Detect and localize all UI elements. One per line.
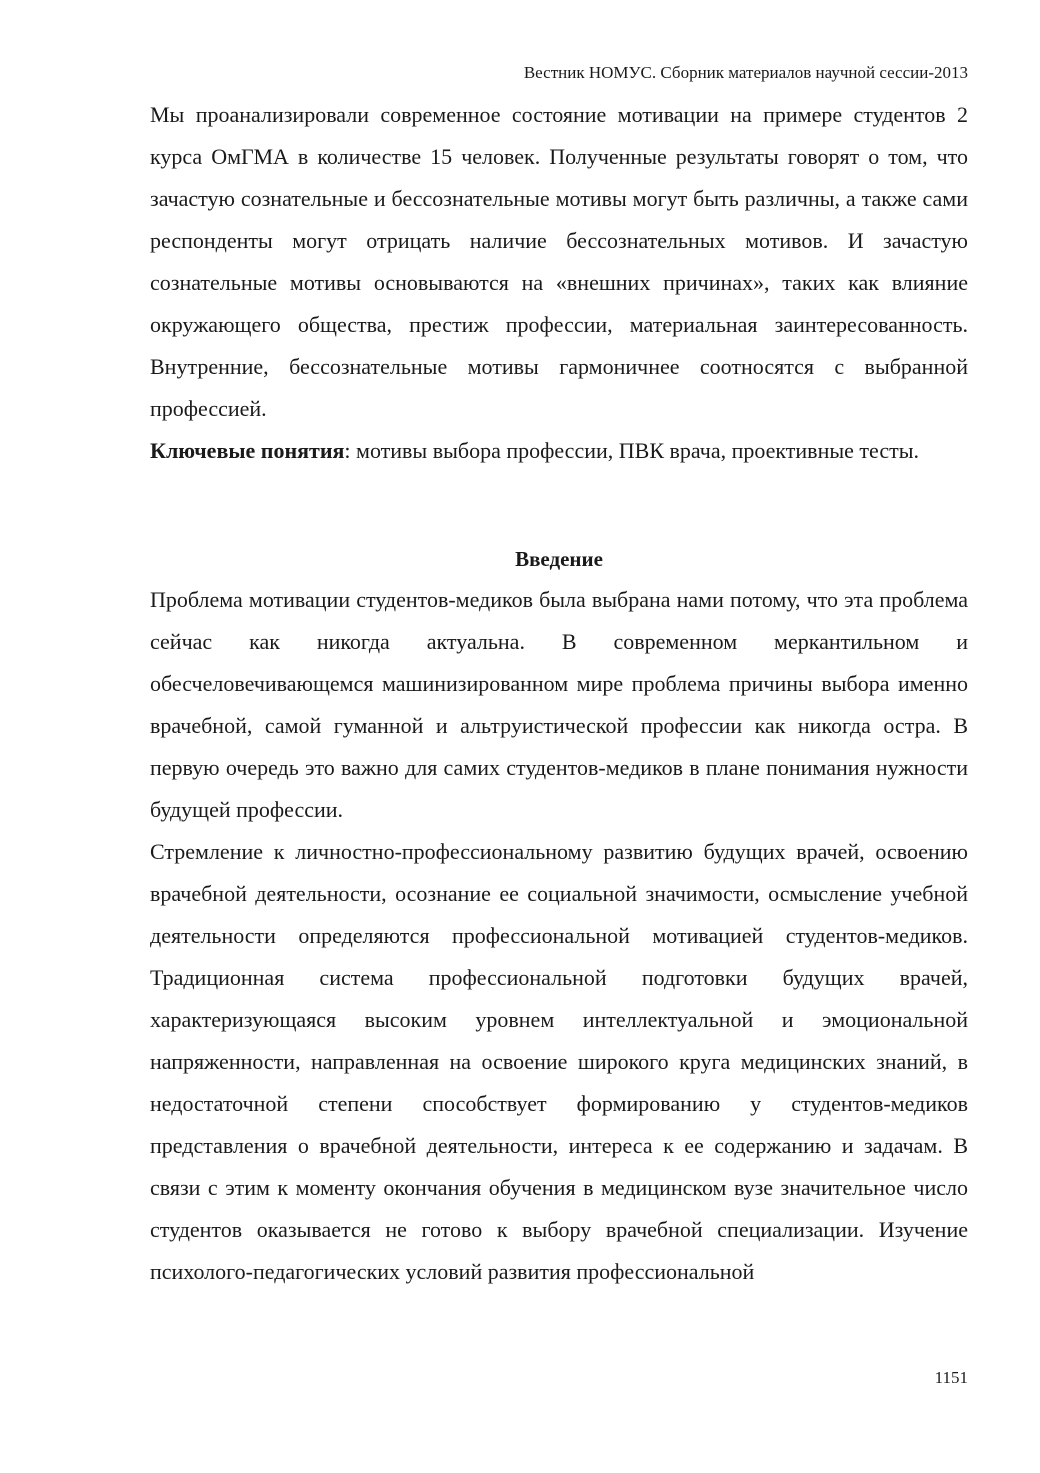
page-number: 1151 bbox=[934, 1368, 968, 1387]
section-title-introduction: Введение bbox=[515, 547, 603, 571]
keywords-text: : мотивы выбора профессии, ПВК врача, проективные тесты. bbox=[344, 438, 919, 463]
running-header: Вестник НОМУС. Сборник материалов научной сессии-2013 bbox=[523, 63, 968, 82]
keywords-label: Ключевые понятия bbox=[150, 438, 345, 463]
keywords-paragraph bbox=[150, 430, 968, 472]
abstract-paragraph: Мы проанализировали современное состояние мотивации на примере студентов 2 курса ОмГМА в количестве 15 человек. Полученные результаты говорят о том, что зачастую сознательные и бессознательные мотивы могут быть различны, а также сами респонденты могут отрицать наличие бессознательных мотивов. И зачастую сознательные мотивы основываются на «внешних причинах», таких как влияние окружающего общества, престиж профессии, материальная заинтересованность. Внутренние, бессознательные мотивы гармоничнее соотносятся с выбранной профессией. bbox=[150, 102, 968, 421]
main-content bbox=[150, 94, 968, 1293]
introduction-paragraph: Проблема мотивации студентов-медиков была выбрана нами потому, что эта проблема сейчас как никогда актуальна. В современном меркантильном и обесчеловечивающемся машинизированном мире проблема причины выбора именно врачебной, самой гуманной и альтруистической профессии как никогда остра. В первую очередь это важно для самих студентов-медиков в плане понимания нужности будущей профессии. bbox=[150, 587, 968, 822]
introduction-paragraph: Стремление к личностно-профессиональному развитию будущих врачей, освоению врачебной деятельности, осознание ее социальной значимости, осмысление учебной деятельности определяются профессиональной мотивацией студентов-медиков. Традиционная система профессиональной подготовки будущих врачей, характеризующаяся высоким уровнем интеллектуальной и эмоциональной напряженности, направленная на освоение широкого круга медицинских знаний, в недостаточной степени способствует формированию у студентов-медиков представления о врачебной деятельности, интереса к ее содержанию и задачам. В связи с этим к моменту окончания обучения в медицинском вузе значительное число студентов оказывается не готово к выбору врачебной специализации. Изучение психолого-педагогических условий развития профессиональной bbox=[150, 839, 968, 1284]
